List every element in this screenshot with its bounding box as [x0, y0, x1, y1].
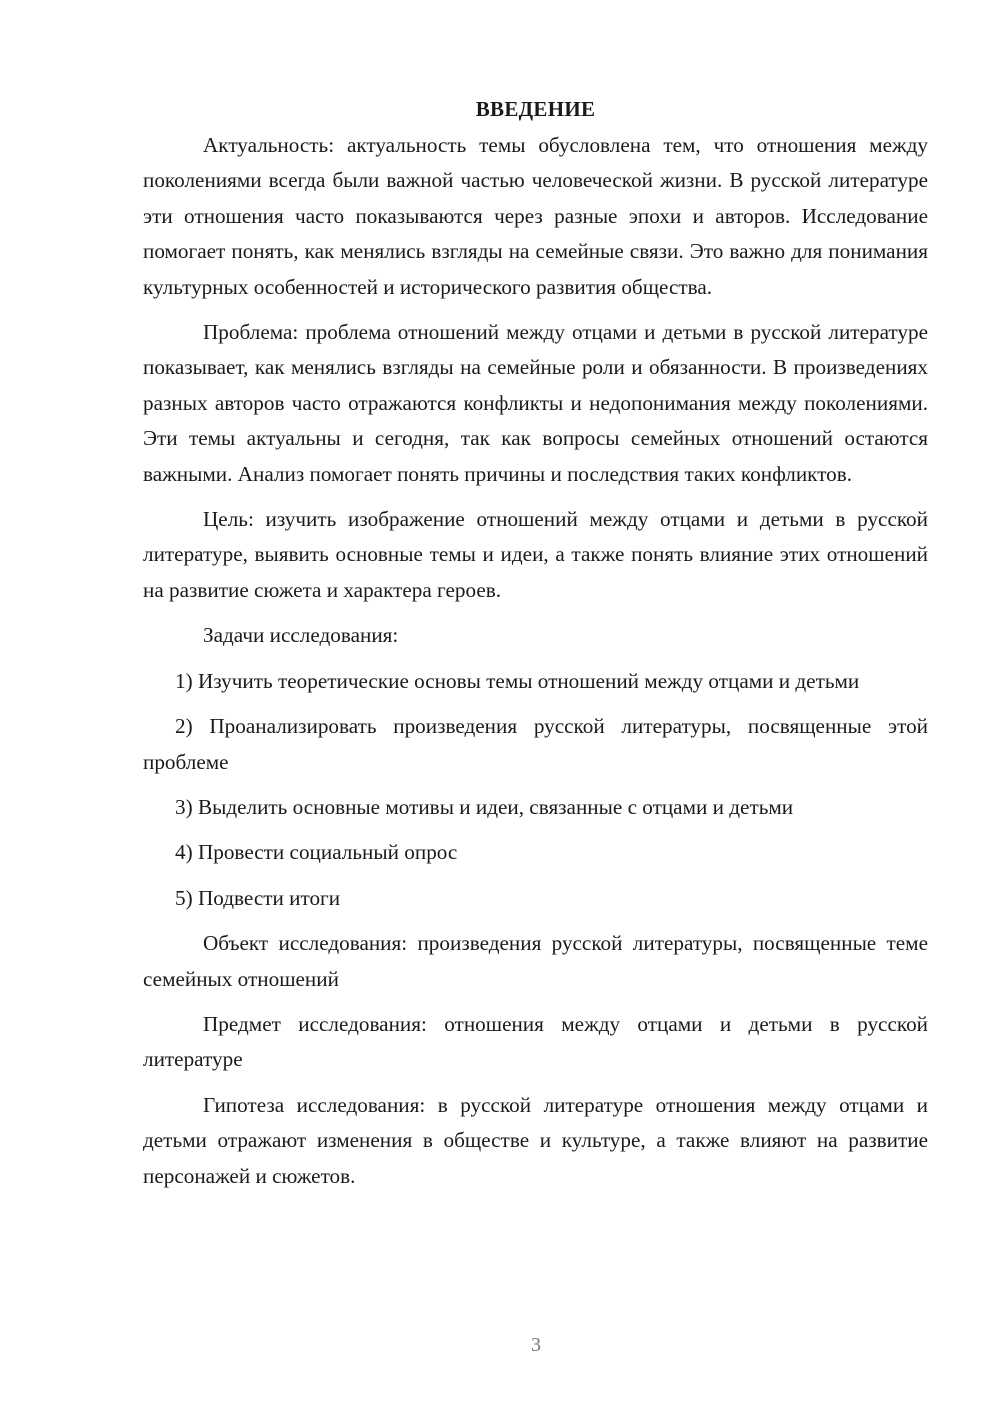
- tasks-heading: Задачи исследования:: [203, 623, 399, 648]
- page-number: 3: [531, 1334, 541, 1356]
- task-item-2: 2) Проанализировать произведения русской литературы, посвященные этой проблеме: [143, 714, 928, 774]
- relevance-paragraph: Актуальность: актуальность темы обусловлена тем, что отношения между поколениями всегда были важной частью человеческой жизни. В русской литературе эти отношения часто показываются через разные эпохи и авторов. Исследование помогает понять, как менялись взгляды на семейные связи. Это важно для понимания культурных особенностей и исторического развития общества.: [143, 133, 928, 299]
- hypothesis-paragraph: Гипотеза исследования: в русской литературе отношения между отцами и детьми отражают изменения в обществе и культуре, а также влияют на развитие персонажей и сюжетов.: [143, 1092, 928, 1188]
- task-item-1: 1) Изучить теоретические основы темы отношений между отцами и детьми: [175, 668, 860, 693]
- goal-paragraph: Цель: изучить изображение отношений между отцами и детьми в русской литературе, выявить основные темы и идеи, а также понять влияние этих отношений на развитие сюжета и характера героев.: [143, 507, 928, 602]
- task-item-5: 5) Подвести итоги: [175, 885, 341, 910]
- task-item-3: 3) Выделить основные мотивы и идеи, связанные с отцами и детьми: [175, 794, 794, 819]
- subject-paragraph: Предмет исследования: отношения между отцами и детьми в русской литературе: [143, 1011, 928, 1072]
- document-page: [143, 94, 928, 1194]
- task-item-4: 4) Провести социальный опрос: [175, 840, 458, 865]
- object-paragraph: Объект исследования: произведения русской литературы, посвященные теме семейных отношений: [143, 931, 928, 991]
- problem-paragraph: Проблема: проблема отношений между отцами и детьми в русской литературе показывает, как менялись взгляды на семейные роли и обязанности. В произведениях разных авторов часто отражаются конфликты и недопонимания между поколениями. Эти темы актуальны и сегодня, так как вопросы семейных отношений остаются важными. Анализ помогает понять причины и последствия таких конфликтов.: [143, 320, 928, 486]
- section-heading: ВВЕДЕНИЕ: [475, 97, 596, 121]
